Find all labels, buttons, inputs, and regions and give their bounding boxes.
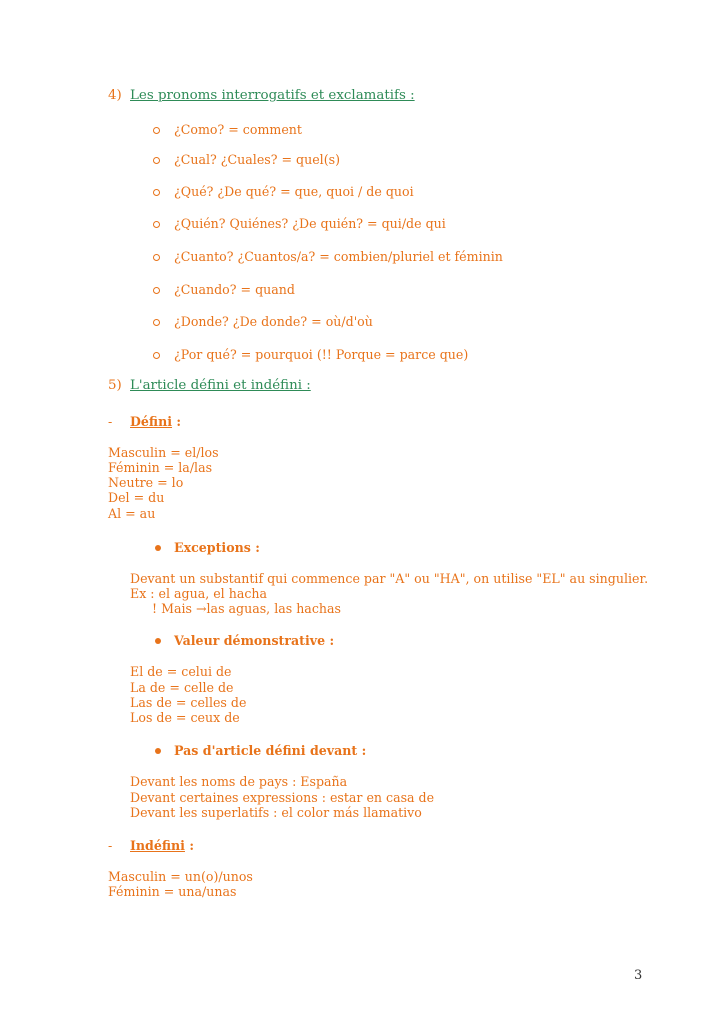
no-article-title: Pas d'article défini devant : (174, 743, 367, 758)
list-item: ¿Por qué? = pourquoi (!! Porque = parce que) (174, 347, 469, 362)
arrow-right-icon: → (195, 601, 207, 616)
text-line: Devant les noms de pays : España (130, 774, 348, 789)
text-line: El de = celui de (130, 664, 232, 679)
text-fragment: ! Mais (152, 601, 196, 616)
text-line: La de = celle de (130, 680, 234, 695)
bullet-circle-icon (153, 127, 160, 134)
section-5-number: 5) (108, 378, 122, 393)
bullet-circle-icon (153, 189, 160, 196)
text-line: Féminin = una/unas (108, 884, 237, 899)
bullet-circle-icon (153, 319, 160, 326)
indefini-label: Indéfini (130, 838, 185, 853)
bullet-circle-icon (153, 254, 160, 261)
bullet-dot-icon (155, 545, 161, 551)
exceptions-title: Exceptions : (174, 540, 260, 555)
bullet-dot-icon (155, 748, 161, 754)
text-line: Los de = ceux de (130, 710, 240, 725)
text-line: Féminin = la/las (108, 460, 213, 475)
bullet-dot-icon (155, 638, 161, 644)
list-item: ¿Como? = comment (174, 122, 302, 137)
text-line: Devant les superlatifs : el color más llamativo (130, 805, 422, 820)
text-line: Al = au (108, 506, 156, 521)
text-line: Las de = celles de (130, 695, 247, 710)
indefini-heading (108, 838, 194, 854)
list-item: ¿Cuanto? ¿Cuantos/a? = combien/pluriel et féminin (174, 249, 503, 264)
indefini-colon: : (184, 838, 195, 853)
text-line: Ex : el agua, el hacha (130, 586, 268, 601)
section-4-number: 4) (108, 88, 122, 103)
bullet-circle-icon (153, 352, 160, 359)
list-item: ¿Quién? Quiénes? ¿De quién? = qui/de qui (174, 216, 446, 231)
text-line: Neutre = lo (108, 475, 184, 490)
dash: - (108, 838, 113, 853)
text-line: Masculin = el/los (108, 445, 219, 460)
text-fragment: las aguas, las hachas (206, 601, 341, 616)
bullet-circle-icon (153, 157, 160, 164)
defini-heading (108, 414, 181, 430)
text-line: Devant un substantif qui commence par "A" ou "HA", on utilise "EL" au singulier. (130, 571, 649, 586)
section-4-heading (108, 88, 415, 104)
text-line: Del = du (108, 490, 165, 505)
defini-colon: : (172, 414, 182, 429)
section-5-title: L'article défini et indéfini : (130, 378, 311, 393)
section-4-title: Les pronoms interrogatifs et exclamatifs : (130, 88, 415, 103)
section-5-heading (108, 378, 311, 394)
text-line: Devant certaines expressions : estar en casa de (130, 790, 435, 805)
page-number: 3 (634, 968, 643, 983)
list-item: ¿Cual? ¿Cuales? = quel(s) (174, 152, 340, 167)
list-item: ¿Cuando? = quand (174, 282, 295, 297)
list-item: ¿Donde? ¿De donde? = où/d'où (174, 314, 373, 329)
text-line (152, 601, 341, 617)
dash: - (108, 414, 113, 429)
bullet-circle-icon (153, 221, 160, 228)
defini-label: Défini (130, 414, 173, 429)
text-line: Masculin = un(o)/unos (108, 869, 253, 884)
bullet-circle-icon (153, 287, 160, 294)
demonstrative-title: Valeur démonstrative : (174, 633, 335, 648)
list-item: ¿Qué? ¿De qué? = que, quoi / de quoi (174, 184, 414, 199)
